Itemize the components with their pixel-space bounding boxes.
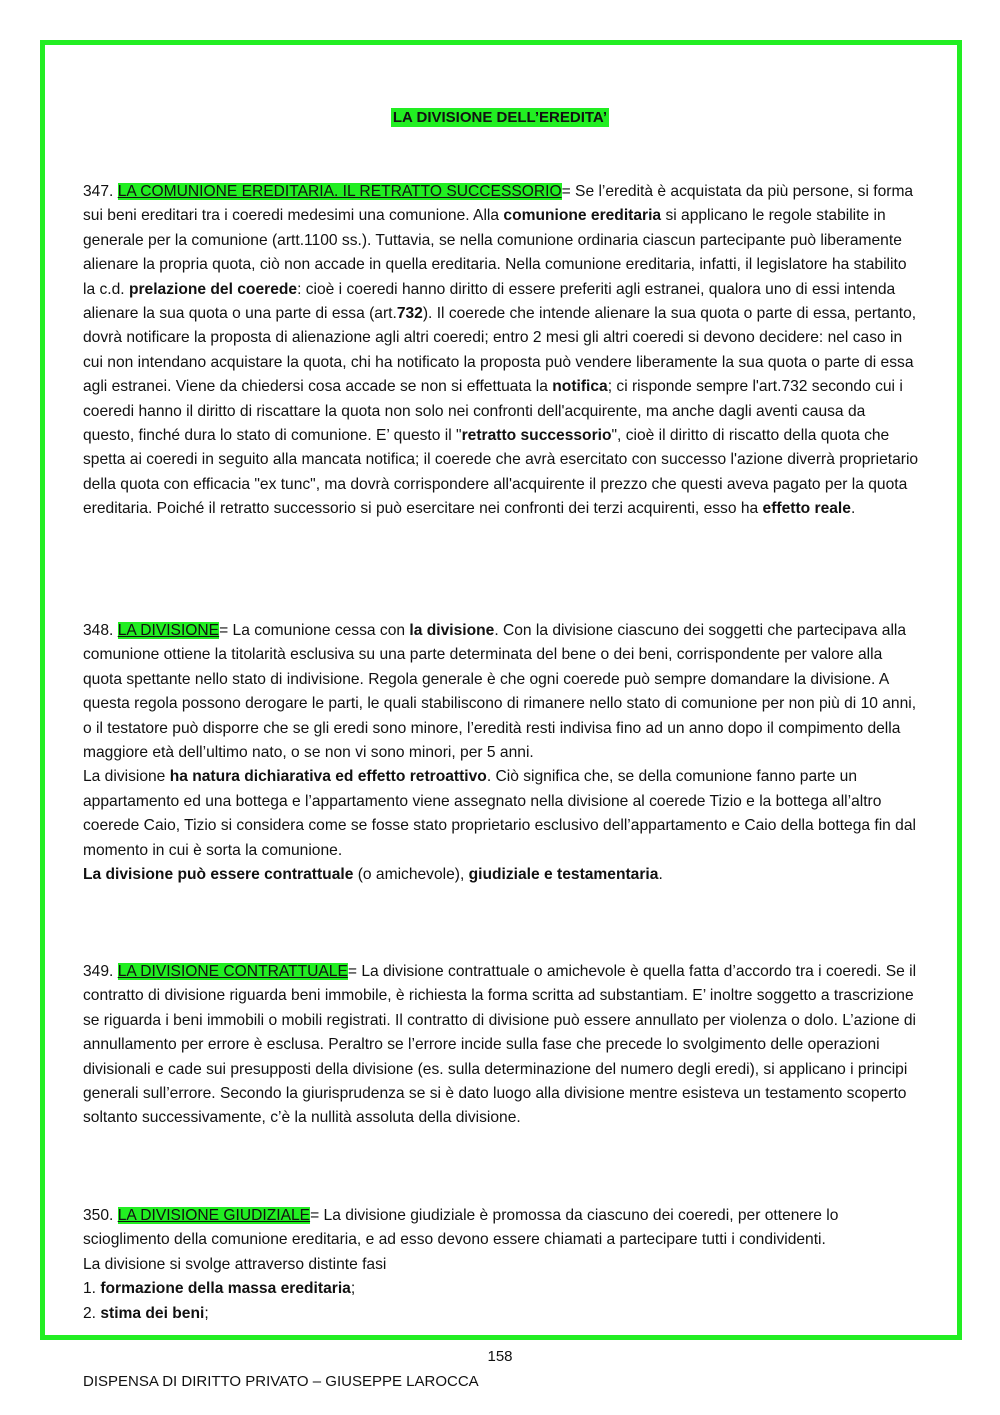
page-footer: DISPENSA DI DIRITTO PRIVATO – GIUSEPPE LAROCCA	[83, 1373, 479, 1390]
text: La divisione	[83, 768, 170, 786]
section-348	[83, 619, 919, 887]
text: La divisione si svolge attraverso distinte fasi	[83, 1255, 387, 1273]
section-349	[83, 960, 919, 1131]
section-350	[83, 1204, 919, 1326]
section-number: 350.	[83, 1207, 118, 1224]
section-heading: LA DIVISIONE CONTRATTUALE	[117, 963, 348, 980]
page-title-text: LA DIVISIONE DELL’EREDITA’	[392, 109, 608, 126]
bold-text: La divisione può essere contrattuale	[83, 866, 354, 884]
text: = La divisione giudiziale è promossa da ciascuno dei coeredi, per ottenere lo scioglimento della comunione ereditaria, e ad esso devono essere chiamati a partecipare tutti i condividenti.	[83, 1207, 839, 1249]
bold-text: retratto successorio	[461, 427, 612, 445]
section-number: 349.	[83, 963, 118, 980]
text: . Con la divisione ciascuno dei soggetti che partecipava alla comunione ottiene la titolarità esclusiva su una parte determinata del bene o dei beni, corrispondente per valore alla quota spettante nello stato di indivisione. Regola generale è che ogni coerede può sempre domandare la divisione. A questa regola possono derogare le parti, le quali stabiliscono di rimanere nello stato di comunione per non più di 10 anni, o il testatore può disporre che se gli eredi sono minore, l’eredità resti indivisa fino ad un anno dopo il compimento della maggiore età dell’ultimo nato, o se non vi sono minori, per 5 anni.	[83, 622, 917, 762]
bold-text: stima dei beni	[100, 1304, 205, 1322]
text: (o amichevole),	[353, 866, 469, 884]
text: = La divisione contrattuale o amichevole è quella fatta d’accordo tra i coeredi. Se il contratto di divisione riguarda beni immobile, è richiesta la forma scritta ad substantiam. E’ inoltre soggetto a trascrizione se riguarda i beni immobili o mobili registrati. Il contratto di divisione può essere annullato per violenza o dolo. L’azione di annullamento per errore è esclusa. Peraltro se l’errore incide sulla fase che precede lo svolgimento delle operazioni divisionali e cade sui presupposti della divisione (es. sulla determinazione del numero degli eredi), si applicano i principi generali sull’errore. Secondo la giurisprudenza se si è dato luogo alla divisione mentre esisteva un testamento scoperto soltanto successivamente, c’è la nullità assoluta della divisione.	[83, 963, 917, 1127]
text: si applicano le regole stabilite in generale per la comunione (artt.1100 ss.). Tuttavia, se nella comunione ordinaria ciascun partecipante può liberamente alienare la propria quota, ciò non accade in quella ereditaria. Nella comunione ereditaria, infatti, il legislatore ha stabilito la c.d.	[83, 207, 907, 298]
section-heading: LA DIVISIONE GIUDIZIALE	[117, 1207, 311, 1224]
section-number: 347.	[83, 183, 118, 200]
bold-text: comunione ereditaria	[503, 207, 662, 225]
text: ). Il coerede che intende alienare la sua quota o parte di essa, pertanto, dovrà notificare la proposta di alienazione agli altri coeredi; entro 2 mesi gli altri coeredi si devono decidere: nel caso in cui non intendano acquistare la quota, chi ha notificato la proposta può vendere liberamente la sua quota o parte di essa agli estranei. Viene da chiedersi cosa accade se non si effettuata la	[83, 305, 917, 396]
bold-text: prelazione del coerede	[128, 280, 298, 298]
text: . Ciò significa che, se della comunione fanno parte un appartamento ed una bottega e l’appartamento viene assegnato nella divisione al coerede Tizio e la bottega all’altro coerede Caio, Tizio si considera come se fosse stato proprietario esclusivo dell’appartamento e Caio della bottega fin dal momento in cui è sorta la comunione.	[83, 768, 916, 859]
bold-text: formazione della massa ereditaria	[100, 1280, 351, 1298]
list-number: 2.	[83, 1304, 101, 1322]
bold-text: 732	[396, 305, 423, 323]
section-347	[83, 180, 919, 522]
text: = Se l’eredità è acquistata da più persone, si forma sui beni ereditari tra i coeredi medesimi una comunione. Alla	[83, 183, 914, 225]
section-heading: LA DIVISIONE	[117, 622, 220, 639]
section-heading: LA COMUNIONE EREDITARIA. IL RETRATTO SUCCESSORIO	[117, 183, 562, 200]
text: ;	[350, 1280, 356, 1298]
bold-text: notifica	[552, 378, 608, 396]
page-number: 158	[487, 1348, 513, 1365]
text: : cioè i coeredi hanno diritto di essere preferiti agli estranei, qualora uno di essi intenda alienare la sua quota o una parte di essa (art.	[83, 280, 896, 323]
list-number: 1.	[83, 1280, 101, 1298]
bold-text: la divisione	[409, 622, 495, 639]
bold-text: ha natura dichiarativa ed effetto retroattivo	[169, 768, 487, 786]
page-title	[0, 109, 1000, 127]
bold-text: effetto reale	[762, 500, 851, 518]
text: .	[850, 500, 856, 518]
text: = La comunione cessa con	[219, 622, 410, 639]
text: .	[658, 866, 663, 884]
bold-text: giudiziale e testamentaria	[468, 866, 659, 884]
text: ;	[204, 1304, 209, 1322]
text: ", cioè il diritto di riscatto della quota che spetta ai coeredi in seguito alla mancata notifica; il coerede che avrà esercitato con successo l'azione diverrà proprietario della quota con efficacia "ex tunc", ma dovrà corrispondere all'acquirente il prezzo che questi aveva pagato per la quota ereditaria. Poiché il retratto successorio si può esercitare nei confronti dei terzi acquirenti, esso ha	[83, 427, 919, 518]
section-number: 348.	[83, 622, 118, 639]
text: ; ci risponde sempre l'art.732 secondo cui i coeredi hanno il diritto di riscattare la quota non solo nei confronti dell'acquirente, ma anche dagli aventi causa da questo, finché dura lo stato di comunione. E’ questo il "	[83, 378, 903, 445]
